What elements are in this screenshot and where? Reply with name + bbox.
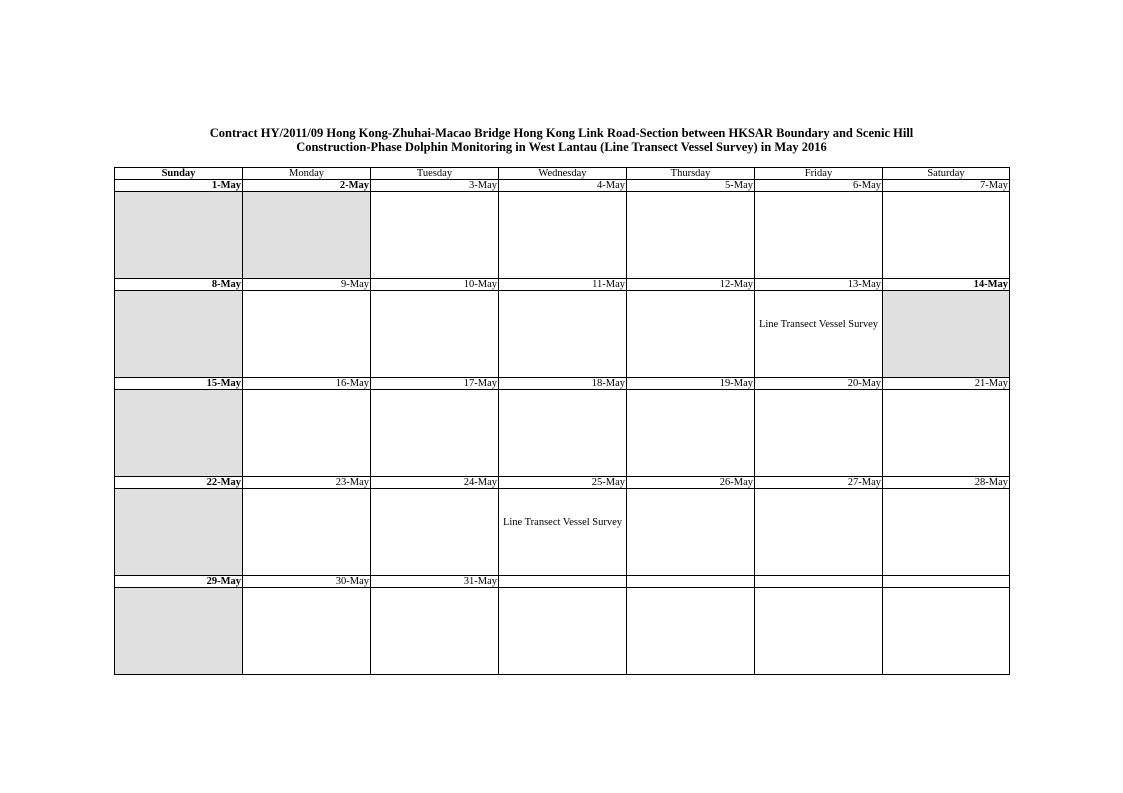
date-label: 14-May — [883, 279, 1010, 291]
date-label: 21-May — [883, 378, 1010, 390]
date-label: 25-May — [499, 477, 627, 489]
day-cell — [499, 291, 627, 378]
date-label: 28-May — [883, 477, 1010, 489]
date-row — [115, 378, 1010, 390]
date-label: 16-May — [243, 378, 371, 390]
day-cell — [627, 192, 755, 279]
title-line-2: Construction-Phase Dolphin Monitoring in West Lantau (Line Transect Vessel Survey) in May 2016 — [296, 140, 827, 154]
day-cell — [243, 588, 371, 675]
date-label — [627, 576, 755, 588]
date-label: 20-May — [755, 378, 883, 390]
day-cells-row — [115, 588, 1010, 675]
date-row — [115, 279, 1010, 291]
day-cell — [755, 489, 883, 576]
date-label: 10-May — [371, 279, 499, 291]
day-cell — [627, 291, 755, 378]
weekday-header-row — [115, 168, 1010, 180]
weekday-header: Wednesday — [499, 168, 627, 180]
weekday-header: Monday — [243, 168, 371, 180]
date-label: 29-May — [115, 576, 243, 588]
day-cell — [627, 489, 755, 576]
date-label: 24-May — [371, 477, 499, 489]
weekday-header: Saturday — [883, 168, 1010, 180]
day-cell — [755, 291, 883, 378]
day-cells-row — [115, 291, 1010, 378]
date-label: 22-May — [115, 477, 243, 489]
date-label: 30-May — [243, 576, 371, 588]
date-row — [115, 576, 1010, 588]
day-cell — [883, 291, 1010, 378]
title-line-1: Contract HY/2011/09 Hong Kong-Zhuhai-Macao Bridge Hong Kong Link Road-Section between HKSAR Boundary and Scenic Hill — [209, 126, 914, 140]
date-label: 4-May — [499, 180, 627, 192]
date-label: 2-May — [243, 180, 371, 192]
date-label: 1-May — [115, 180, 243, 192]
day-cell — [243, 390, 371, 477]
event-label: Line Transect Vessel Survey — [502, 517, 623, 528]
date-label: 27-May — [755, 477, 883, 489]
event-label: Line Transect Vessel Survey — [758, 319, 879, 330]
day-cell — [115, 390, 243, 477]
day-cell — [243, 291, 371, 378]
date-label — [499, 576, 627, 588]
day-cell — [115, 588, 243, 675]
date-label — [755, 576, 883, 588]
date-label: 18-May — [499, 378, 627, 390]
day-cell — [627, 390, 755, 477]
day-cells-row — [115, 192, 1010, 279]
date-label: 31-May — [371, 576, 499, 588]
date-label: 15-May — [115, 378, 243, 390]
date-label: 5-May — [627, 180, 755, 192]
day-cell — [883, 588, 1010, 675]
day-cells-row — [115, 489, 1010, 576]
date-label: 17-May — [371, 378, 499, 390]
weekday-header: Sunday — [115, 168, 243, 180]
date-label: 12-May — [627, 279, 755, 291]
day-cell — [243, 489, 371, 576]
day-cell — [371, 192, 499, 279]
day-cell — [883, 192, 1010, 279]
day-cell — [371, 588, 499, 675]
date-label: 26-May — [627, 477, 755, 489]
calendar-table — [114, 167, 1010, 675]
date-label: 7-May — [883, 180, 1010, 192]
date-label: 9-May — [243, 279, 371, 291]
weekday-header: Thursday — [627, 168, 755, 180]
day-cell — [115, 192, 243, 279]
date-label — [883, 576, 1010, 588]
date-label: 6-May — [755, 180, 883, 192]
day-cell — [627, 588, 755, 675]
weekday-header: Tuesday — [371, 168, 499, 180]
date-label: 19-May — [627, 378, 755, 390]
day-cell — [371, 489, 499, 576]
weekday-header: Friday — [755, 168, 883, 180]
day-cell — [499, 192, 627, 279]
day-cell — [499, 588, 627, 675]
day-cell — [755, 588, 883, 675]
day-cell — [755, 390, 883, 477]
day-cell — [499, 489, 627, 576]
day-cell — [371, 291, 499, 378]
day-cell — [115, 489, 243, 576]
day-cell — [755, 192, 883, 279]
day-cell — [243, 192, 371, 279]
day-cell — [883, 390, 1010, 477]
day-cell — [115, 291, 243, 378]
date-label: 13-May — [755, 279, 883, 291]
date-label: 11-May — [499, 279, 627, 291]
day-cell — [371, 390, 499, 477]
date-label: 8-May — [115, 279, 243, 291]
date-label: 3-May — [371, 180, 499, 192]
date-row — [115, 180, 1010, 192]
date-row — [115, 477, 1010, 489]
day-cells-row — [115, 390, 1010, 477]
day-cell — [883, 489, 1010, 576]
day-cell — [499, 390, 627, 477]
date-label: 23-May — [243, 477, 371, 489]
